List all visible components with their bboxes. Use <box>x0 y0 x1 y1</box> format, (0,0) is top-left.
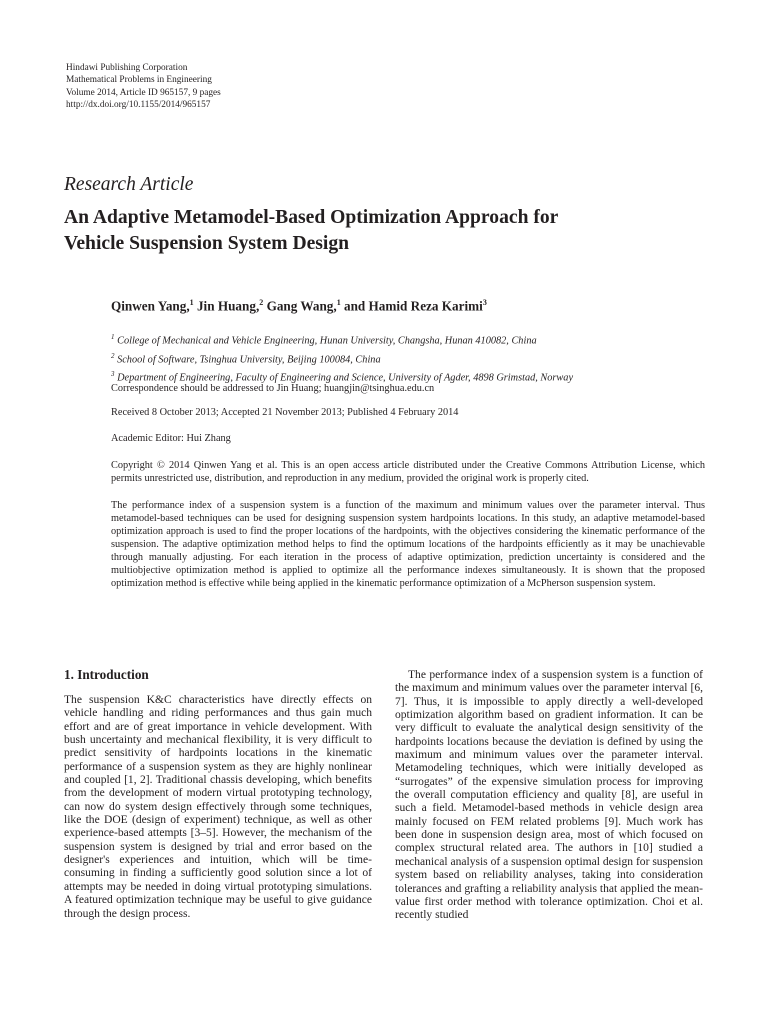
author-name: Qinwen Yang, <box>111 298 190 314</box>
body-column-right: The performance index of a suspension system is a function of the maximum and minimum values over the parameter interval [6, 7]. Thus, it is impossible to apply directly a well-developed optimization algorithm based on gradient information. It can be very difficult to evaluate the analytical design sensitivity of the hardpoints locations because the deviation is defined by using the maximum and minimum values over the parameter interval. Metamodeling techniques, which were initially developed as “surrogates” of the expensive simulation process for improving the overall computation efficiency and quality [8], are useful in such a field. Metamodel-based methods in vehicle design area mainly focused on FEM related problems [9]. Much work has been done in suspension design area, most of which focused on complex structural related area. The authors in [10] studied a mechanical analysis of a suspension optimal design for suspension system based on reliability analyses, taking into consideration tolerances and grafting a reliability analysis that applied the mean-value first order method with tolerance optimization. Choi et al. recently studied <box>395 669 703 922</box>
correspondence: Correspondence should be addressed to Jin Huang; huangjin@tsinghua.edu.cn <box>111 383 435 394</box>
abstract: The performance index of a suspension system is a function of the maximum and minimum values over the parameter interval. Thus metamodel-based techniques can be used for designing suspension system hardpoints locations. In this study, an adaptive metamodel-based optimization approach is used to find the proper locations of the hardpoints, with the objectives considering the kinematic performance of the suspension. The adaptive optimization method helps to find the optimum locations of the hardpoints efficiently as it may be unachievable through manually adjusting. For each iteration in the process of adaptive optimization, prediction uncertainty is considered and the multiobjective optimization method is applied to optimize all the performance indexes simultaneously. It is shown that the proposed optimization method is effective while being applied in the kinematic performance optimization of a McPherson suspension system. <box>111 500 705 589</box>
author-list <box>111 298 487 314</box>
author-affil-mark: 1 <box>189 298 194 307</box>
title-line-1: An Adaptive Metamodel-Based Optimization Approach for <box>64 207 559 228</box>
author-name: Gang Wang, <box>266 298 337 314</box>
journal-name: Mathematical Problems in Engineering <box>66 75 212 86</box>
academic-editor: Academic Editor: Hui Zhang <box>111 433 231 444</box>
author-affil-mark: 2 <box>259 298 264 307</box>
affiliation-mark: 2 <box>111 351 115 360</box>
affiliation-text: School of Software, Tsinghua University, Beijing 100084, China <box>114 354 381 366</box>
volume-info: Volume 2014, Article ID 965157, 9 pages <box>66 87 221 98</box>
publication-dates: Received 8 October 2013; Accepted 21 November 2013; Published 4 February 2014 <box>111 407 459 418</box>
body-column-left: The suspension K&C characteristics have directly effects on vehicle handling and riding performances and thus gain much effort and are of great importance in vehicle development. With bush uncertainty and mechanical flexibility, it is very difficult to predict sensitivity of hardpoints locations in the kinematic performance of a suspension system as they are highly nonlinear and coupled [1, 2]. Traditional chassis developing, which benefits from the development of modern virtual prototyping technology, can now do system design effectively through some techniques, like the DOE (design of experiment) technique, as well as other experience-based attempts [3–5]. However, the mechanism of the suspension system is designed by trial and error based on the designer's experiences and intuition, which will be time-consuming in finding a sufficiently good solution since a lot of attempts may be needed in doing virtual prototyping simulations. A featured optimization technique may be useful to give guidance through the design process. <box>64 694 372 920</box>
affiliation-list <box>111 330 573 386</box>
doi-link[interactable]: http://dx.doi.org/10.1155/2014/965157 <box>66 100 211 111</box>
author-affil-mark: 1 <box>336 298 341 307</box>
affiliation-mark: 1 <box>111 333 115 341</box>
author-name: Jin Huang, <box>196 298 260 314</box>
publisher-name: Hindawi Publishing Corporation <box>66 63 188 73</box>
affiliation-item <box>111 349 573 368</box>
section-heading: 1. Introduction <box>64 667 149 682</box>
paper-title <box>64 205 724 257</box>
copyright-notice: Copyright © 2014 Qinwen Yang et al. This is an open access article distributed under the Creative Commons Attribution License, which permits unrestricted use, distribution, and reproduction in any medium, provided the original work is properly cited. <box>111 460 705 484</box>
author-separator: and <box>340 298 369 314</box>
affiliation-text: College of Mechanical and Vehicle Engineering, Hunan University, Changsha, Hunan 410082, China <box>114 335 537 347</box>
affiliation-text: Department of Engineering, Faculty of Engineering and Science, University of Agder, 4898 Grimstad, Norway <box>114 372 574 384</box>
journal-header <box>66 62 221 112</box>
author-affil-mark: 3 <box>482 298 487 307</box>
author-name: Hamid Reza Karimi <box>368 298 483 314</box>
affiliation-mark: 3 <box>111 370 115 379</box>
article-type: Research Article <box>64 174 194 195</box>
title-line-2: Vehicle Suspension System Design <box>64 233 350 254</box>
affiliation-item <box>111 330 573 349</box>
